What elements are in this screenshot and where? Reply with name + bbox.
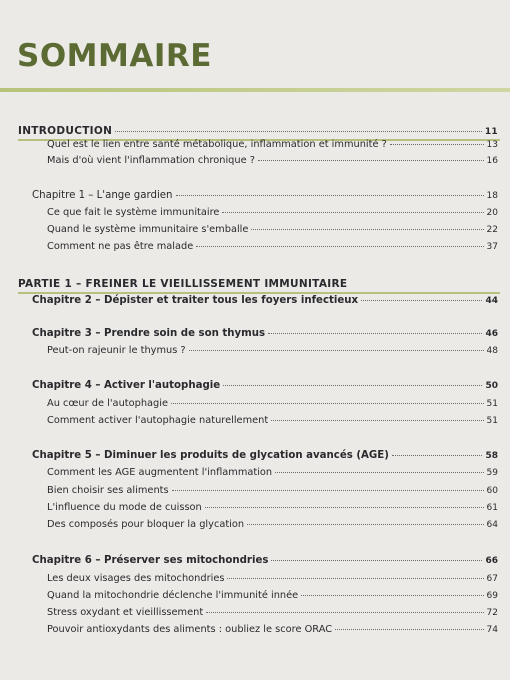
toc-entry[interactable] xyxy=(47,519,498,533)
page-number: 16 xyxy=(486,156,498,166)
page-number: 51 xyxy=(486,416,498,426)
toc-entry-label: Ce que fait le système immunitaire xyxy=(47,207,220,218)
page-number: 61 xyxy=(486,503,498,513)
toc-entry[interactable] xyxy=(47,485,498,499)
page-number: 48 xyxy=(486,346,498,356)
leader-dots xyxy=(251,229,483,230)
section-underline xyxy=(18,292,500,294)
toc-part-1[interactable] xyxy=(18,278,498,292)
toc-entry-label: Chapitre 2 – Dépister et traiter tous les foyers infectieux xyxy=(32,295,359,306)
page-number: 20 xyxy=(486,208,498,218)
toc-entry[interactable] xyxy=(47,607,498,621)
leader-dots xyxy=(206,612,483,613)
toc-entry-label: Chapitre 1 – L'ange gardien xyxy=(32,190,173,201)
toc-entry-chapitre-4[interactable] xyxy=(32,380,498,394)
toc-entry-label: Chapitre 3 – Prendre soin de son thymus xyxy=(32,328,266,339)
leader-dots xyxy=(227,578,483,579)
page-number: 46 xyxy=(485,329,498,339)
toc-entry-label: Bien choisir ses aliments xyxy=(47,485,169,496)
leader-dots xyxy=(176,195,484,196)
page-number: 58 xyxy=(485,451,498,461)
leader-dots xyxy=(189,350,484,351)
page-number: 11 xyxy=(484,127,498,137)
toc-entry-label: Au cœur de l'autophagie xyxy=(47,398,169,409)
leader-dots xyxy=(335,629,483,630)
toc-entry-chapitre-2[interactable] xyxy=(32,295,498,309)
leader-dots xyxy=(361,300,482,301)
toc-entry-label: Chapitre 6 – Préserver ses mitochondries xyxy=(32,555,269,566)
leader-dots xyxy=(258,160,484,161)
toc-entry[interactable] xyxy=(47,502,498,516)
leader-dots xyxy=(392,455,483,456)
leader-dots xyxy=(223,385,482,386)
toc-entry-label: Peut-on rajeunir le thymus ? xyxy=(47,345,186,356)
leader-dots xyxy=(271,420,483,421)
page-number: 66 xyxy=(485,556,498,566)
leader-dots xyxy=(196,246,483,247)
leader-dots xyxy=(205,507,484,508)
leader-dots xyxy=(222,212,483,213)
toc-entry[interactable] xyxy=(47,155,498,169)
toc-entry[interactable] xyxy=(47,345,498,359)
toc-entry[interactable] xyxy=(47,624,498,638)
page-title: SOMMAIRE xyxy=(17,38,212,74)
toc-entry-label: Comment activer l'autophagie naturellement xyxy=(47,415,269,426)
toc-entry-chapitre-6[interactable] xyxy=(32,555,498,569)
toc-entry-label: PARTIE 1 – FREINER LE VIEILLISSEMENT IMMUNITAIRE xyxy=(18,278,348,290)
toc-entry[interactable] xyxy=(47,207,498,221)
leader-dots xyxy=(247,524,483,525)
toc-entry-label: Comment les AGE augmentent l'inflammation xyxy=(47,467,273,478)
toc-entry-label: Quand le système immunitaire s'emballe xyxy=(47,224,249,235)
toc-entry-label: Stress oxydant et vieillissement xyxy=(47,607,204,618)
toc-entry-label: Mais d'où vient l'inflammation chronique ? xyxy=(47,155,255,166)
toc-entry-chapitre-1[interactable] xyxy=(32,190,498,204)
toc-entry-chapitre-3[interactable] xyxy=(32,328,498,342)
toc-entry[interactable] xyxy=(47,398,498,412)
page-number: 74 xyxy=(486,625,498,635)
toc-entry-label: Comment ne pas être malade xyxy=(47,241,194,252)
toc-entry[interactable] xyxy=(47,590,498,604)
page-number: 13 xyxy=(486,140,498,150)
toc-entry-label: Les deux visages des mitochondries xyxy=(47,573,225,584)
toc-entry-label: Quel est le lien entre santé métabolique, inflammation et immunité ? xyxy=(47,139,387,150)
toc-entry[interactable] xyxy=(47,415,498,429)
page-number: 72 xyxy=(486,608,498,618)
leader-dots xyxy=(271,560,482,561)
toc-entry-label: Chapitre 5 – Diminuer les produits de glycation avancés (AGE) xyxy=(32,450,389,461)
leader-dots xyxy=(390,144,484,145)
leader-dots xyxy=(301,595,483,596)
leader-dots xyxy=(172,490,484,491)
leader-dots xyxy=(115,131,482,132)
toc-entry-label: Des composés pour bloquer la glycation xyxy=(47,519,245,530)
toc-entry[interactable] xyxy=(47,241,498,255)
page-number: 64 xyxy=(486,520,498,530)
leader-dots xyxy=(171,403,484,404)
page-number: 50 xyxy=(485,381,498,391)
toc-entry-label: INTRODUCTION xyxy=(18,125,113,137)
page-number: 22 xyxy=(486,225,498,235)
toc-entry[interactable] xyxy=(47,224,498,238)
leader-dots xyxy=(275,472,483,473)
toc-entry-label: L'influence du mode de cuisson xyxy=(47,502,202,513)
toc-entry[interactable] xyxy=(47,139,498,153)
toc-entry-label: Quand la mitochondrie déclenche l'immunité innée xyxy=(47,590,299,601)
page-number: 69 xyxy=(486,591,498,601)
page-number: 18 xyxy=(486,191,498,201)
page-number: 67 xyxy=(486,574,498,584)
toc-entry[interactable] xyxy=(47,467,498,481)
toc-entry-label: Pouvoir antioxydants des aliments : oubliez le score ORAC xyxy=(47,624,333,635)
page-number: 37 xyxy=(486,242,498,252)
page-number: 59 xyxy=(486,468,498,478)
page-number: 60 xyxy=(486,486,498,496)
page-number: 44 xyxy=(485,296,498,306)
toc-entry-introduction[interactable] xyxy=(18,125,498,139)
page-number: 51 xyxy=(486,399,498,409)
leader-dots xyxy=(268,333,482,334)
toc-entry-label: Chapitre 4 – Activer l'autophagie xyxy=(32,380,221,391)
toc-entry[interactable] xyxy=(47,573,498,587)
toc-entry-chapitre-5[interactable] xyxy=(32,450,498,464)
